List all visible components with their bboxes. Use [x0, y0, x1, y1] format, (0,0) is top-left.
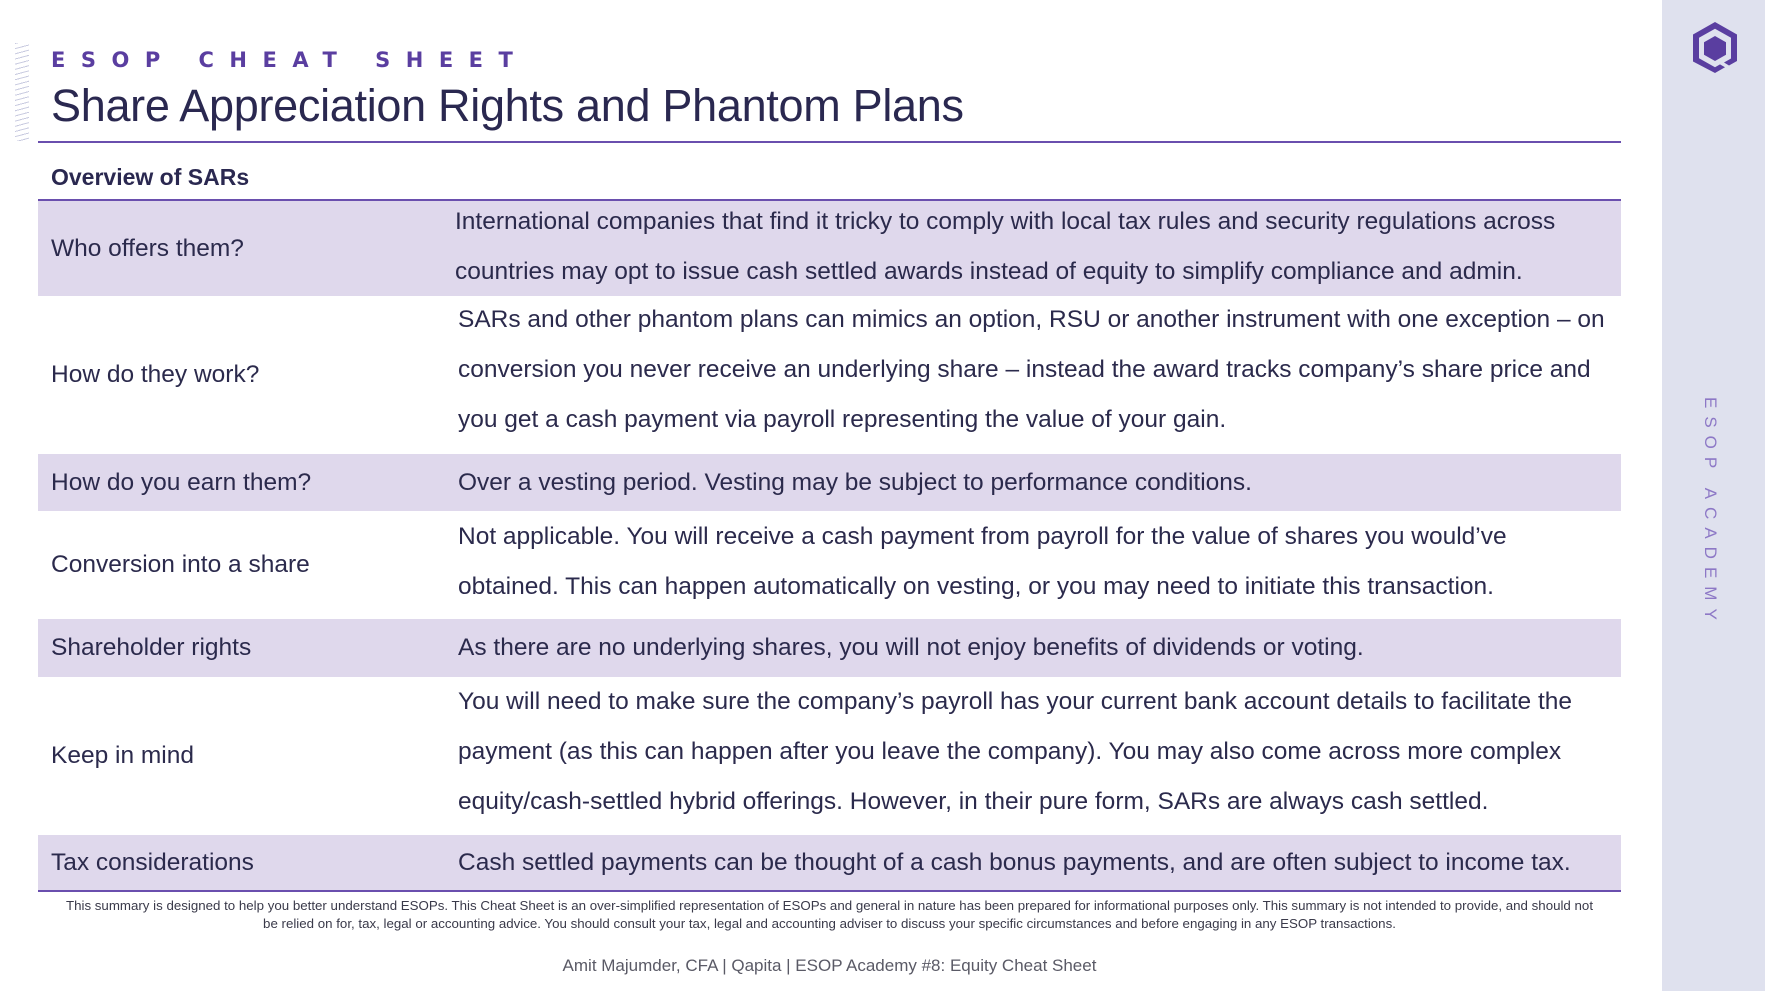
row-label: Who offers them?	[51, 234, 244, 262]
row-value: Not applicable. You will receive a cash payment from payroll for the value of shares you would’ve obtained. This can happen automatically on vesting, or you may need to initiate this transaction.	[458, 523, 1507, 600]
table-row	[38, 619, 1621, 677]
row-label: Conversion into a share	[51, 551, 310, 578]
hexagon-logo-icon	[1689, 20, 1741, 76]
sidebar-vertical-label: ESOP ACADEMY	[1701, 397, 1720, 628]
page-kicker: ESOP CHEAT SHEET	[51, 48, 529, 72]
footer-credit: Amit Majumder, CFA | Qapita | ESOP Academy #8: Equity Cheat Sheet	[562, 956, 1097, 975]
sars-overview-table	[38, 199, 1621, 892]
row-value: Cash settled payments can be thought of a cash bonus payments, and are often subject to income tax.	[458, 848, 1571, 876]
table-row	[38, 201, 1621, 296]
row-value: You will need to make sure the company’s payroll has your current bank account details to facilitate the payment (as this can happen after you leave the company). You may also come across more complex equity/cash-settled hybrid offerings. However, in their pure form, SARs are always cash settled.	[458, 688, 1573, 815]
table-row	[38, 454, 1621, 511]
row-value: International companies that find it tricky to comply with local tax rules and security regulations across countries may opt to issue cash settled awards instead of equity to simplify compliance and admin.	[455, 207, 1556, 285]
table-row	[38, 835, 1621, 890]
title-divider	[38, 141, 1621, 143]
section-heading: Overview of SARs	[51, 164, 250, 190]
row-value: Over a vesting period. Vesting may be subject to performance conditions.	[458, 468, 1252, 496]
row-label: Keep in mind	[51, 742, 195, 769]
row-label: Shareholder rights	[51, 634, 252, 661]
row-value: As there are no underlying shares, you will not enjoy benefits of dividends or voting.	[458, 634, 1364, 661]
table-row	[38, 296, 1621, 454]
table-row	[38, 677, 1621, 835]
disclaimer-text: This summary is designed to help you better understand ESOPs. This Cheat Sheet is an over-simplified representation of ESOPs and general in nature has been prepared for informational purposes only. This summary is not intended to provide, and should not be relied on for, tax, legal or accounting advice. You should consult your tax, legal and accounting adviser to discuss your specific circumstances and before engaging in any ESOP transactions.	[65, 898, 1594, 931]
row-label: Tax considerations	[51, 848, 254, 876]
page-title: Share Appreciation Rights and Phantom Plans	[51, 80, 964, 131]
row-label: How do you earn them?	[51, 468, 312, 496]
row-label: How do they work?	[51, 361, 260, 388]
row-value: SARs and other phantom plans can mimics an option, RSU or another instrument with one exception – on conversion you never receive an underlying share – instead the award tracks company’s share price and you get a cash payment via payroll representing the value of your gain.	[458, 306, 1605, 433]
decorative-stripes	[15, 43, 29, 141]
table-row	[38, 511, 1621, 619]
